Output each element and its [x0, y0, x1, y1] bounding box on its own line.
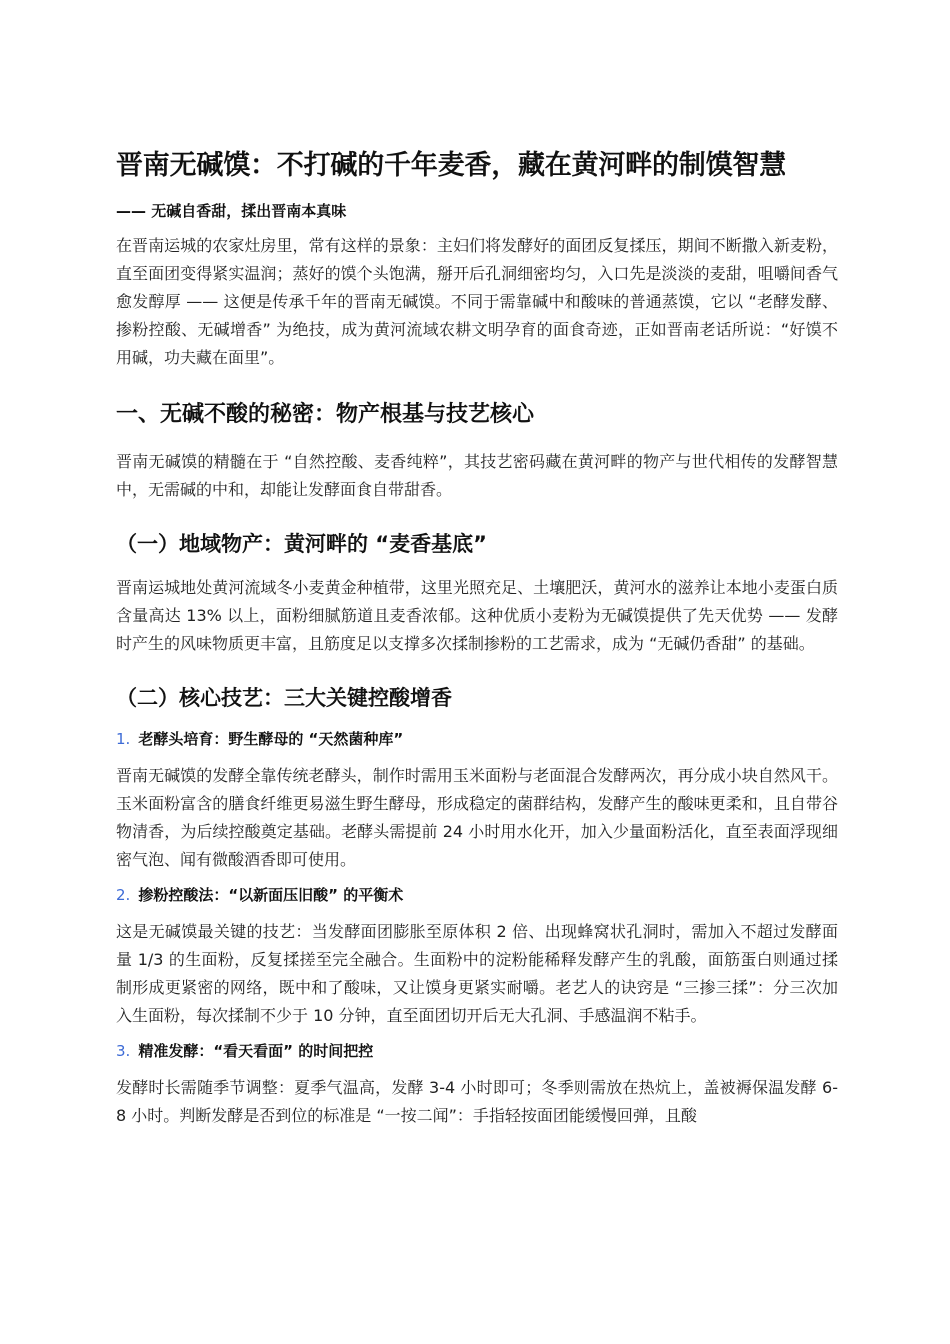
list-item-paragraph-1: 晋南无碱馍的发酵全靠传统老酵头，制作时需用玉米面粉与老面混合发酵两次，再分成小块自然风干。玉米面粉富含的膳食纤维更易滋生野生酵母，形成稳定的菌群结构，发酵产生的酸味更柔和，且自带谷物清香，为后续控酸奠定基础。老酵头需提前 24 小时用水化开，加入少量面粉活化，直至表面浮现细密气泡、闻有微酸酒香即可使用。: [116, 766, 838, 869]
document-subtitle: —— 无碱自香甜，揉出晋南本真味: [116, 202, 347, 220]
list-title-2: 掺粉控酸法：“以新面压旧酸” 的平衡术: [138, 886, 404, 904]
section-1-paragraph: 晋南无碱馍的精髓在于 “自然控酸、麦香纯粹”，其技艺密码藏在黄河畔的物产与世代相传的发酵智慧中，无需碱的中和，却能让发酵面食自带甜香。: [116, 452, 838, 499]
intro-paragraph: 在晋南运城的农家灶房里，常有这样的景象：主妇们将发酵好的面团反复揉压，期间不断撒入新麦粉，直至面团变得紧实温润；蒸好的馍个头饱满，掰开后孔洞细密均匀，入口先是淡淡的麦甜，咀嚼间香气愈发醇厚 —— 这便是传承千年的晋南无碱馍。不同于需靠碱中和酸味的普通蒸馍，它以 “老酵发酵、掺粉控酸、无碱增香” 为绝技，成为黄河流域农耕文明孕育的面食奇迹，正如晋南老话所说：“好馍不用碱，功夫藏在面里”。: [116, 236, 838, 367]
subsection-1-1-paragraph: 晋南运城地处黄河流域冬小麦黄金种植带，这里光照充足、土壤肥沃，黄河水的滋养让本地小麦蛋白质含量高达 13% 以上，面粉细腻筋道且麦香浓郁。这种优质小麦粉为无碱馍提供了先天优势 —— 发酵时产生的风味物质更丰富，且筋度足以支撑多次揉制掺粉的工艺需求，成为 “无碱仍香甜” 的基础。: [116, 578, 838, 653]
list-item-heading-1: [116, 728, 838, 750]
list-number-1: 1.: [116, 730, 131, 748]
subsection-heading-1-1: （一）地域物产：黄河畔的 “麦香基底”: [116, 532, 487, 556]
list-title-3: 精准发酵：“看天看面” 的时间把控: [138, 1042, 374, 1060]
list-title-1: 老酵头培育：野生酵母的 “天然菌种库”: [138, 730, 404, 748]
document-title: 晋南无碱馍：不打碱的千年麦香，藏在黄河畔的制馍智慧: [116, 150, 786, 181]
document-page: [116, 146, 838, 1130]
list-item-heading-3: [116, 1040, 838, 1062]
list-item-paragraph-3: 发酵时长需随季节调整：夏季气温高，发酵 3-4 小时即可；冬季则需放在热炕上，盖被褥保温发酵 6-8 小时。判断发酵是否到位的标准是 “一按二闻”：手指轻按面团能缓慢回弹，且酸: [116, 1078, 838, 1125]
subsection-heading-1-2: （二）核心技艺：三大关键控酸增香: [116, 686, 452, 710]
list-number-3: 3.: [116, 1042, 131, 1060]
list-number-2: 2.: [116, 886, 131, 904]
list-item-paragraph-2: 这是无碱馍最关键的技艺：当发酵面团膨胀至原体积 2 倍、出现蜂窝状孔洞时，需加入不超过发酵面量 1/3 的生面粉，反复揉搓至完全融合。生面粉中的淀粉能稀释发酵产生的乳酸，面筋蛋白则通过揉制形成更紧密的网络，既中和了酸味，又让馍身更紧实耐嚼。老艺人的诀窍是 “三掺三揉”：分三次加入生面粉，每次揉制不少于 10 分钟，直至面团切开后无大孔洞、手感温润不粘手。: [116, 922, 838, 1025]
list-item-heading-2: [116, 884, 838, 906]
section-heading-1: 一、无碱不酸的秘密：物产根基与技艺核心: [116, 402, 535, 427]
